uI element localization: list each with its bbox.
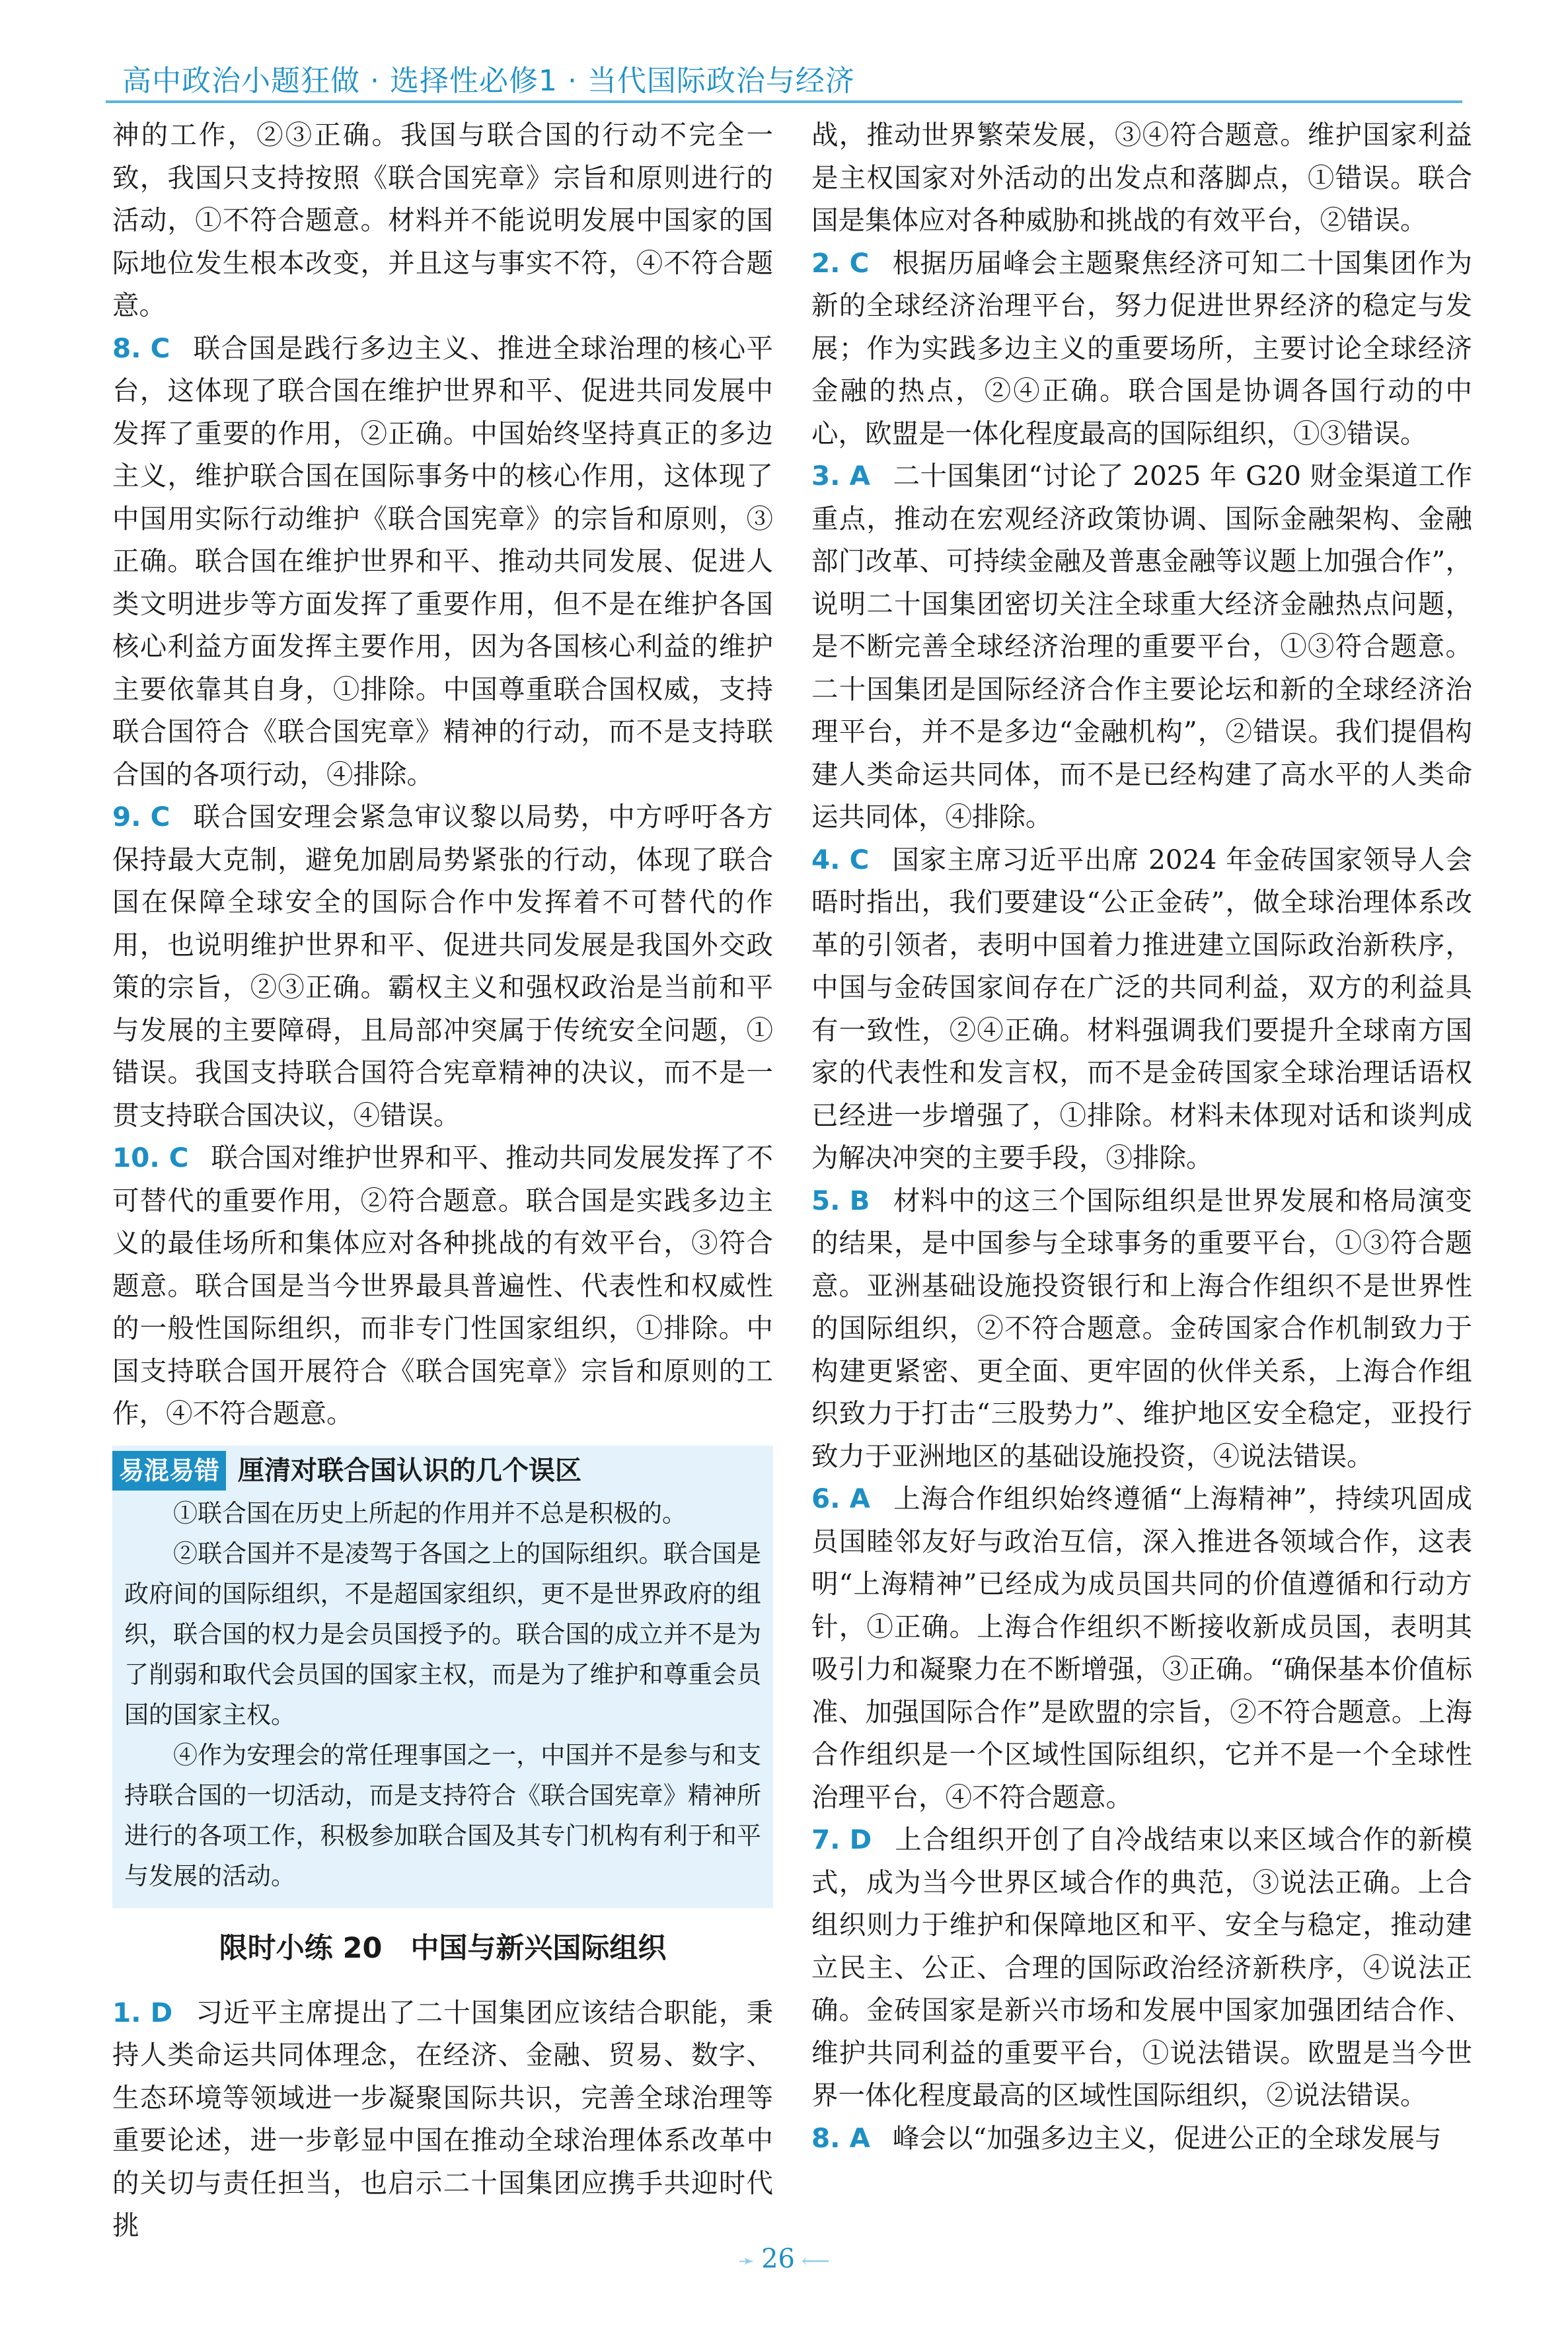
question-number: 7. [811,1824,840,1855]
note-heading [112,1451,761,1491]
arrow-right-icon: ➛ [737,2250,755,2273]
answer-explanation: 联合国对维护世界和平、推动共同发展发挥了不可替代的重要作用，②符合题意。联合国是实践多边主义的最佳场所和集体应对各种挑战的有效平台，③符合题意。联合国是当今世界最具普遍性、代表性和权威性的一般性国际组织，而非专门性国家组织，①排除。中国支持联合国开展符合《联合国宪章》宗旨和原则的工作，④不符合题意。 [112,1142,773,1429]
continued-paragraph: 神的工作，②③正确。我国与联合国的行动不完全一致，我国只支持按照《联合国宪章》宗旨和原则进行的活动，①不符合题意。材料并不能说明发展中国家的国际地位发生根本改变，并且这与事实不符，④不符合题意。 [112,119,773,321]
page-footer [0,2244,1568,2274]
answer-explanation: 习近平主席提出了二十国集团应该结合职能，秉持人类命运共同体理念，在经济、金融、贸易、数字、生态环境等领域进一步凝聚国际共识，完善全球治理等重要论述，进一步彰显中国在推动全球治理体系改革中的关切与责任担当，也启示二十国集团应携手共迎时代挑 [112,1996,773,2241]
answer-explanation: 上海合作组织始终遵循“上海精神”，持续巩固成员国睦邻友好与政治互信，深入推进各领域合作，这表明“上海精神”已经成为成员国共同的价值遵循和行动方针，①正确。上海合作组织不断接收新成员国，表明其吸引力和凝聚力在不断增强，③正确。“确保基本价值标准、加强国际合作”是欧盟的宗旨，②不符合题意。上海合作组织是一个区域性国际组织，它并不是一个全球性治理平台，④不符合题意。 [811,1483,1472,1813]
answer-item-10 [112,1136,773,1435]
answer-explanation: 材料中的这三个国际组织是世界发展和格局演变的结果，是中国参与全球事务的重要平台，①③符合题意。亚洲基础设施投资银行和上海合作组织不是世界性的国际组织，②不符合题意。金砖国家合作机制致力于构建更紧密、更全面、更牢固的伙伴关系，上海合作组织致力于打击“三股势力”、维护地区安全稳定，亚投行致力于亚洲地区的基础设施投资，④说法错误。 [811,1184,1472,1472]
question-number: 1. [112,1996,141,2028]
answer-letter: D [150,1996,173,2028]
note-paragraph: ②联合国并不是凌驾于各国之上的国际组织。联合国是政府间的国际组织，不是超国家组织，更不是世界政府的组织，联合国的权力是会员国授予的。联合国的成立并不是为了削弱和取代会员国的国家主权，而是为了维护和尊重会员国的国家主权。 [124,1539,761,1729]
answer-explanation: 国家主席习近平出席 2024 年金砖国家领导人会晤时指出，我们要建设“公正金砖”，做全球治理体系改革的引领者，表明中国着力推进建立国际政治新秩序，中国与金砖国家间存在广泛的共同利益，双方的利益具有一致性，②④正确。材料强调我们要提升全球南方国家的代表性和发言权，而不是金砖国家全球治理话语权已经进一步增强了，①排除。材料未体现对话和谈判成为解决冲突的主要手段，③排除。 [811,843,1472,1173]
answer-letter: C [150,801,170,832]
answer-explanation: 二十国集团“讨论了 2025 年 G20 财金渠道工作重点，推动在宏观经济政策协调、国际金融架构、金融部门改革、可持续金融及普惠金融等议题上加强合作”，说明二十国集团密切关注全球重大经济金融热点问题，是不断完善全球经济治理的重要平台，①③符合题意。二十国集团是国际经济合作主要论坛和新的全球经济治理平台，并不是多边“金融机构”，②错误。我们提倡构建人类命运共同体，而不是已经构建了高水平的人类命运共同体，④排除。 [811,460,1472,832]
answer-letter: C [849,246,870,279]
answer-letter: C [150,332,170,364]
answer-explanation: 上合组织开创了自冷战结束以来区域合作的新模式，成为当今世界区域合作的典范，③说法正确。上合组织则力于维护和保障地区和平、安全与稳定，推动建立民主、公正、合理的国际政治经济新秩序，④说法正确。金砖国家是新兴市场和发展中国家加强团结合作、维护共同利益的重要平台，①说法错误。欧盟是当今世界一体化程度最高的区域性国际组织，②说法错误。 [811,1824,1472,2111]
question-number: 8. [811,2122,840,2154]
answer-item-4 [811,838,1472,1179]
answer-item-8 [811,2117,1472,2160]
arrow-left-icon: ⟵ [802,2250,831,2273]
answer-item-6 [811,1477,1472,1818]
answer-letter: C [168,1142,189,1173]
page-number: 26 [761,2244,796,2274]
question-number: 6. [811,1483,840,1514]
left-column [112,114,773,2247]
answer-letter: A [849,1483,870,1514]
note-tag: 易混易错 [112,1451,226,1491]
note-title: 厘清对联合国认识的几个误区 [238,1454,582,1486]
right-column [811,114,1472,2159]
answer-item-5 [811,1179,1472,1478]
question-number: 2. [811,246,840,279]
continued-paragraph: 战，推动世界繁荣发展，③④符合题意。维护国家利益是主权国家对外活动的出发点和落脚点，①错误。联合国是集体应对各种威胁和挑战的有效平台，②错误。 [811,119,1472,236]
section-title: 限时小练 20 中国与新兴国际组织 [219,1931,667,1965]
answer-item-9 [112,795,773,1136]
question-number: 9. [112,801,141,832]
answer-item-8 [112,327,773,796]
question-number: 3. [811,460,840,492]
answer-item-7 [811,1818,1472,2117]
question-number: 10. [112,1142,160,1173]
answer-item-1 [112,1991,773,2247]
answer-letter: C [849,843,870,875]
common-mistakes-box [112,1446,773,1908]
running-header: 高中政治小题狂做 · 选择性必修1 · 当代国际政治与经济 [122,64,855,98]
header-divider [106,100,1462,103]
answer-letter: D [849,1824,872,1855]
note-paragraph: ①联合国在历史上所起的作用并不总是积极的。 [173,1498,687,1528]
answer-explanation: 根据历届峰会主题聚焦经济可知二十国集团作为新的全球经济治理平台，努力促进世界经济的稳定与发展；作为实践多边主义的重要场所，主要讨论全球经济金融的热点，②④正确。联合国是协调各国行动的中心，欧盟是一体化程度最高的国际组织，①③错误。 [811,246,1472,449]
question-number: 5. [811,1184,840,1216]
note-paragraph: ④作为安理会的常任理事国之一，中国并不是参与和支持联合国的一切活动，而是支持符合《联合国宪章》精神所进行的各项工作，积极参加联合国及其专门机构有利于和平与发展的活动。 [124,1740,761,1890]
answer-explanation: 峰会以“加强多边主义，促进公正的全球发展与 [892,2122,1442,2154]
answer-letter: A [849,460,870,492]
answer-letter: B [849,1184,870,1216]
answer-letter: A [849,2122,870,2154]
answer-item-3 [811,455,1472,838]
question-number: 4. [811,843,840,875]
answer-item-2 [811,242,1472,455]
answer-explanation: 联合国是践行多边主义、推进全球治理的核心平台，这体现了联合国在维护世界和平、促进共同发展中发挥了重要的作用，②正确。中国始终坚持真正的多边主义，维护联合国在国际事务中的核心作用，这体现了中国用实际行动维护《联合国宪章》的宗旨和原则，③正确。联合国在维护世界和平、推动共同发展、促进人类文明进步等方面发挥了重要作用，但不是在维护各国核心利益方面发挥主要作用，因为各国核心利益的维护主要依靠其自身，①排除。中国尊重联合国权威，支持联合国符合《联合国宪章》精神的行动，而不是支持联合国的各项行动，④排除。 [112,332,773,790]
answer-explanation: 联合国安理会紧急审议黎以局势，中方呼吁各方保持最大克制，避免加剧局势紧张的行动，体现了联合国在保障全球安全的国际合作中发挥着不可替代的作用，也说明维护世界和平、促进共同发展是我国外交政策的宗旨，②③正确。霸权主义和强权政治是当前和平与发展的主要障碍，且局部冲突属于传统安全问题，①错误。我国支持联合国符合宪章精神的决议，而不是一贯支持联合国决议，④错误。 [112,801,773,1131]
question-number: 8. [112,332,141,364]
